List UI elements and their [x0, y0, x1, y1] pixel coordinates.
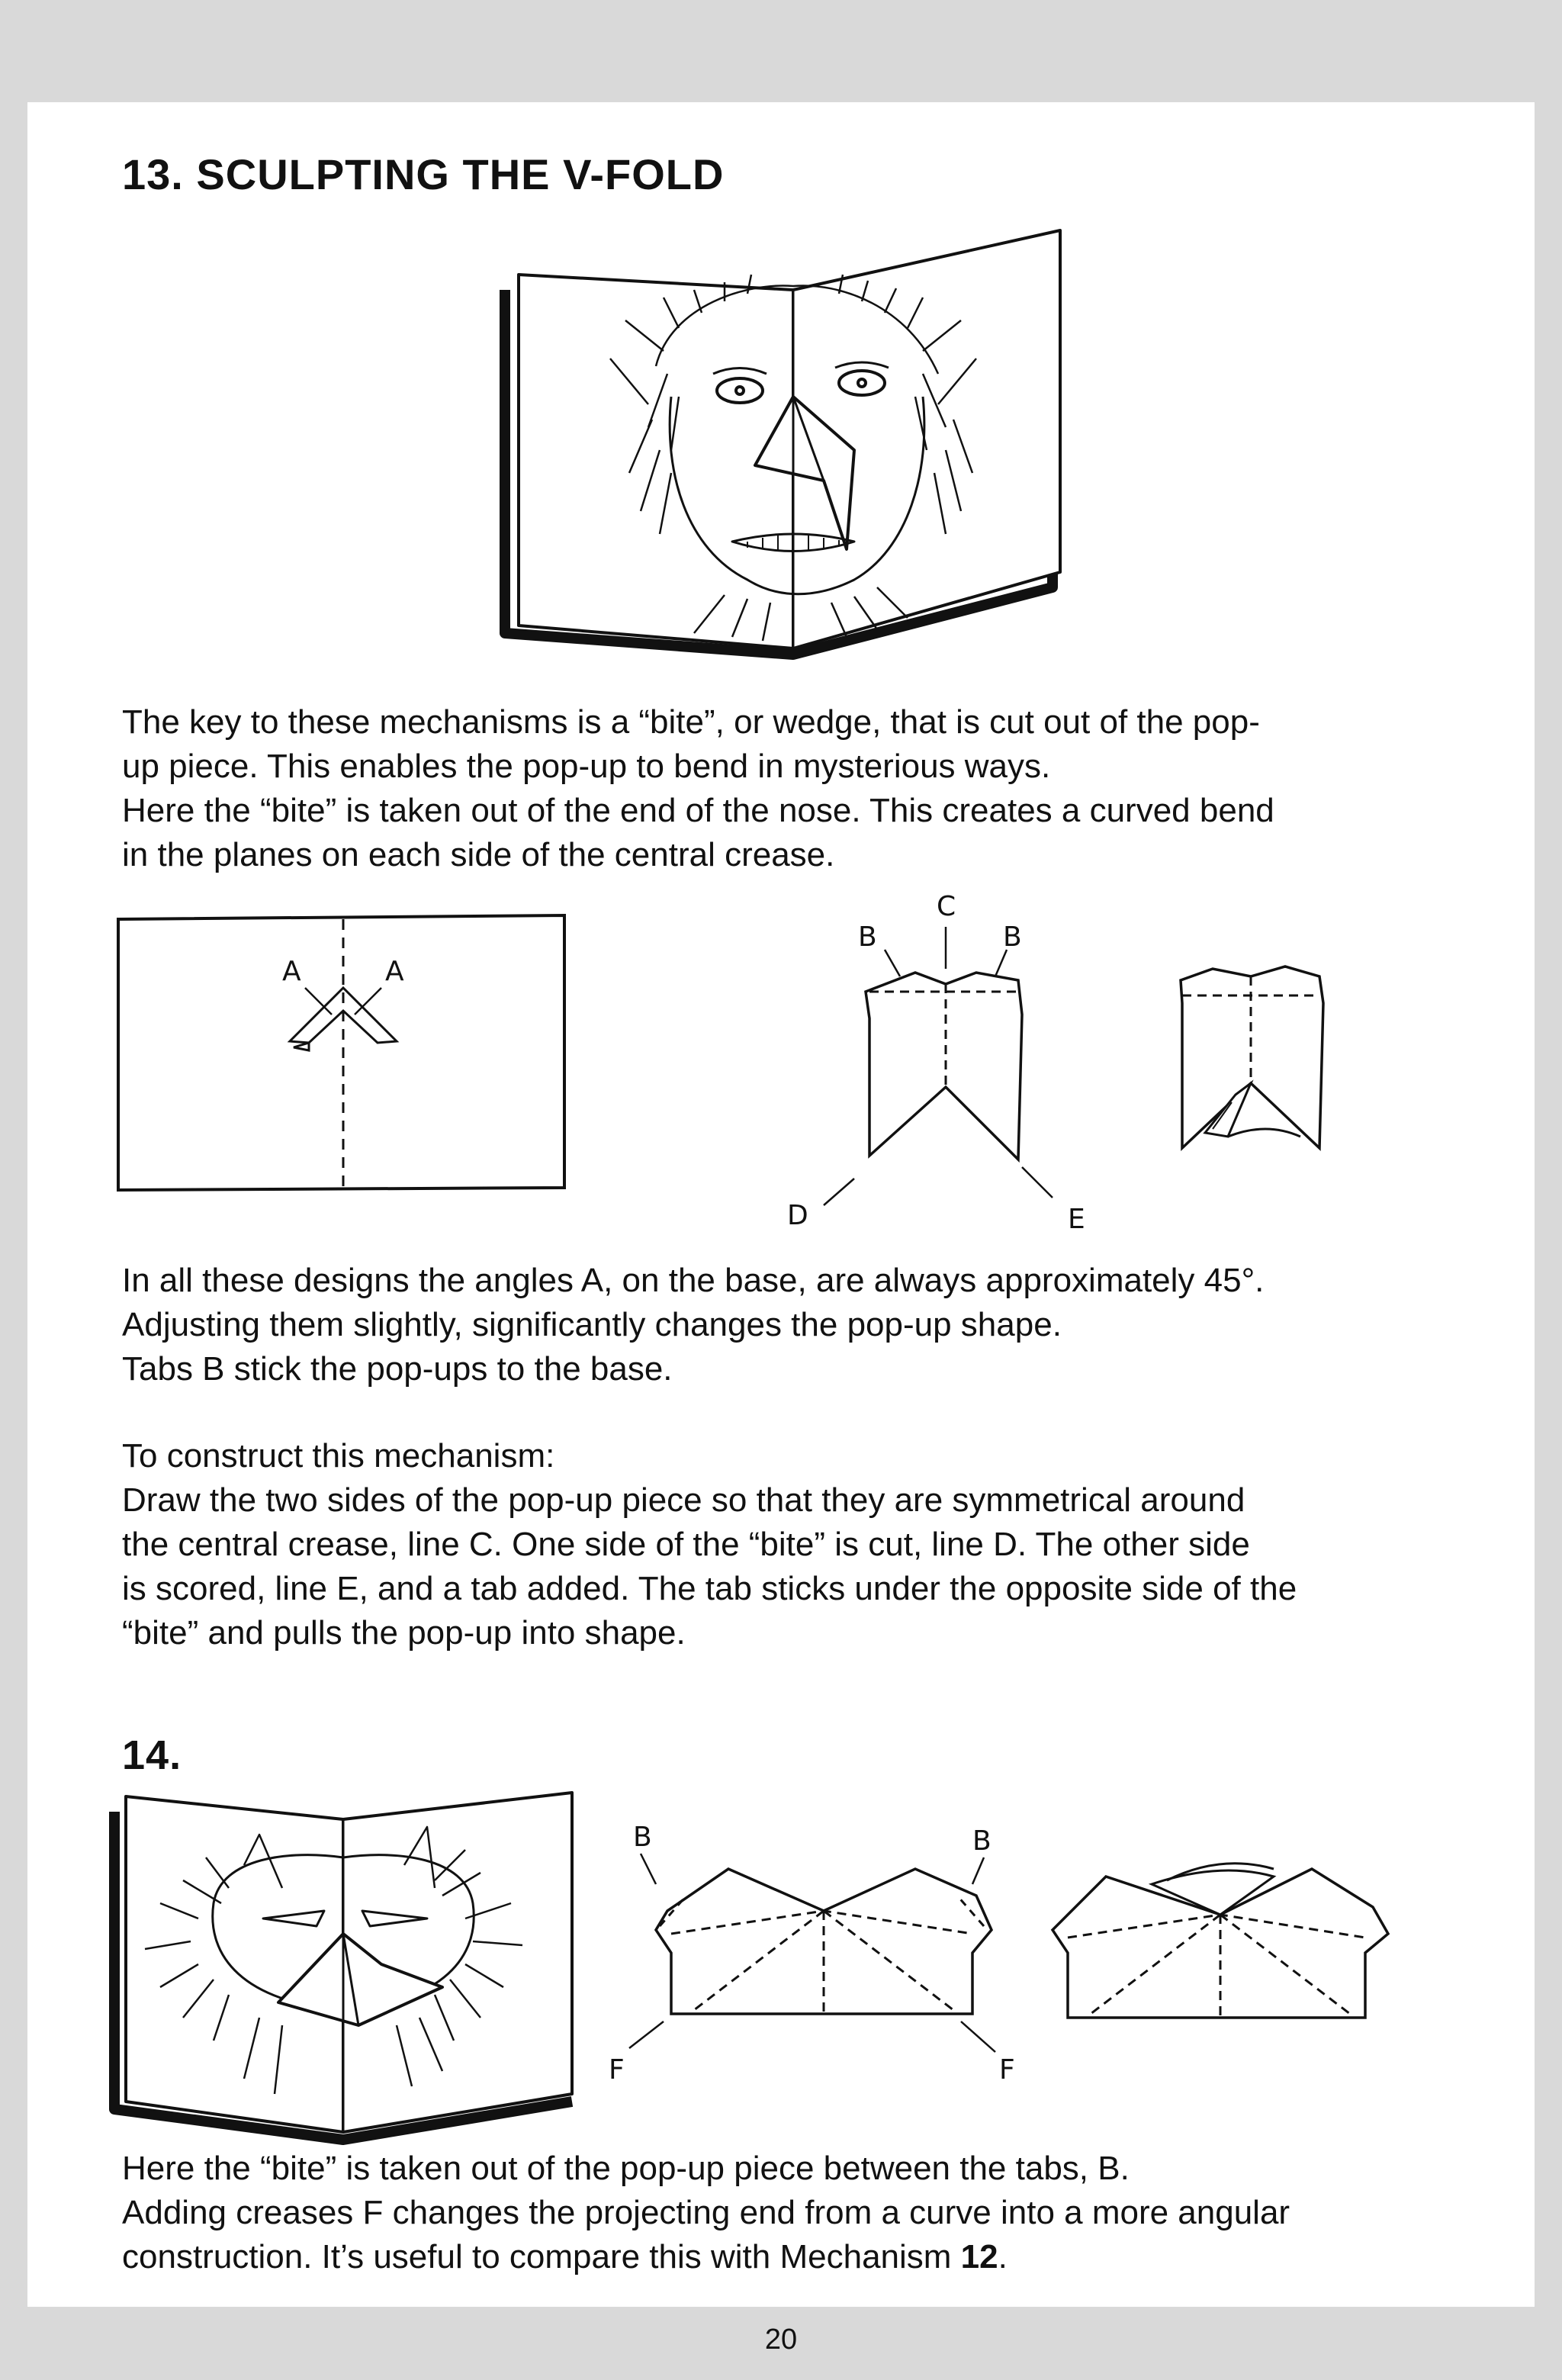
text-line: in the planes on each side of the central crease. [122, 836, 835, 873]
text-line: up piece. This enables the pop-up to bend in mysterious ways. [122, 748, 1051, 785]
text-line [122, 2235, 1290, 2279]
text-line: is scored, line E, and a tab added. The tab sticks under the opposite side of the [122, 1570, 1297, 1607]
tab-b-left-label: B [858, 921, 877, 953]
section-14-heading: 14. [122, 1732, 182, 1778]
text-line: The key to these mechanisms is a “bite”, or wedge, that is cut out of the pop- [122, 703, 1260, 741]
base-card-diagram [114, 912, 572, 1194]
text-line: To construct this mechanism: [122, 1437, 555, 1475]
mechanism-number: 12 [960, 2238, 998, 2275]
angle-a-right-label: A [385, 956, 404, 987]
line-c-label: C [937, 891, 956, 922]
line-e-label: E [1068, 1204, 1085, 1235]
crease-f-left-label: F [609, 2054, 625, 2086]
popup-piece-flat-diagram [778, 885, 1114, 1243]
text-line: Adjusting them slightly, significantly changes the pop-up shape. [122, 1306, 1062, 1343]
tab-b-right-label: B [972, 1825, 992, 1857]
popup-piece-folded-diagram [1175, 957, 1342, 1163]
text-span: . [998, 2238, 1008, 2275]
tab-b-left-label: B [633, 1822, 652, 1853]
crease-f-right-label: F [999, 2054, 1015, 2086]
page-number: 20 [764, 2324, 798, 2356]
animal-popup-illustration [107, 1789, 580, 2147]
text-line: Here the “bite” is taken out of the end of the nose. This creates a curved bend [122, 792, 1274, 829]
text-line: Here the “bite” is taken out of the pop-up piece between the tabs, B. [122, 2150, 1130, 2187]
popup-piece-14-flat-diagram [595, 1819, 1022, 2094]
popup-piece-14-folded-diagram [1045, 1846, 1388, 2029]
angles-paragraph [122, 1259, 1264, 1391]
line-d-label: D [787, 1200, 808, 1231]
text-line: the central crease, line C. One side of the “bite” is cut, line D. The other side [122, 1526, 1250, 1563]
section-14-paragraph [122, 2147, 1290, 2279]
text-line: Tabs B stick the pop-ups to the base. [122, 1350, 673, 1388]
angle-a-left-label: A [282, 956, 301, 987]
text-line: “bite” and pulls the pop-up into shape. [122, 1614, 686, 1652]
tab-b-right-label: B [1003, 921, 1022, 953]
text-line: In all these designs the angles A, on the base, are always approximately 45°. [122, 1262, 1265, 1299]
text-span: construction. It’s useful to compare this with Mechanism [122, 2238, 961, 2275]
text-line: Adding creases F changes the projecting end from a curve into a more angular [122, 2194, 1290, 2231]
section-13-heading: 13. SCULPTING THE V-FOLD [122, 150, 725, 198]
intro-paragraph [122, 700, 1274, 877]
construction-paragraph [122, 1434, 1297, 1655]
text-line: Draw the two sides of the pop-up piece so that they are symmetrical around [122, 1481, 1245, 1519]
face-popup-illustration [496, 221, 1075, 664]
